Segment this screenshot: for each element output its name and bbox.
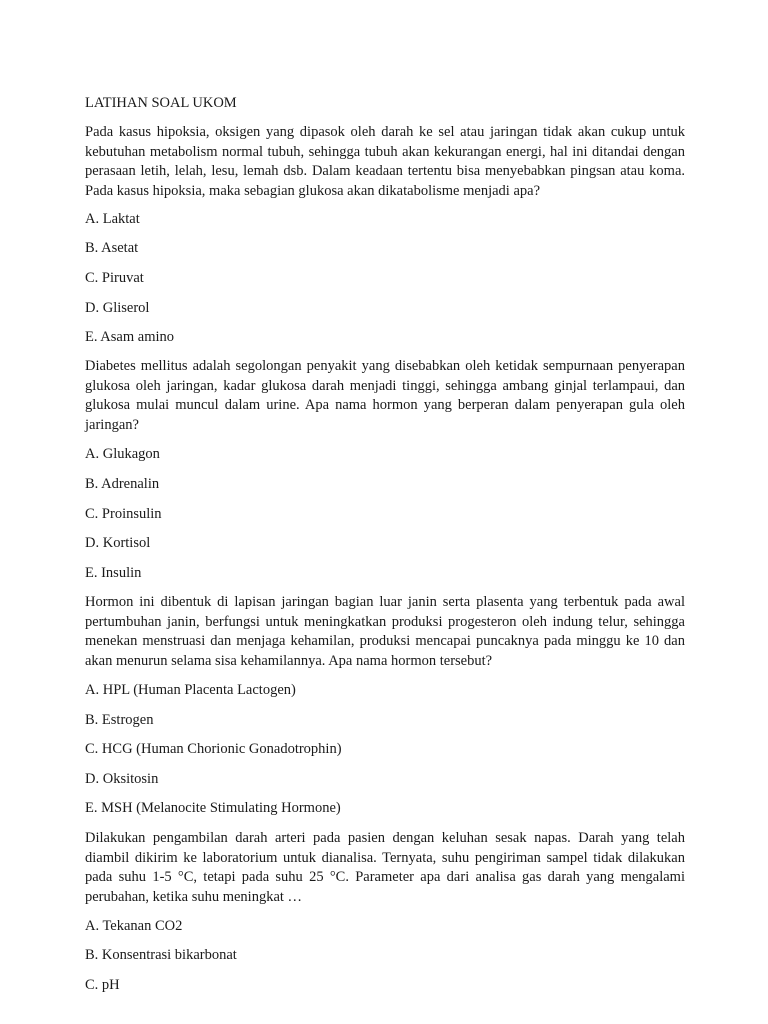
question-1-option-c: C. Piruvat: [85, 270, 144, 286]
question-4-option-c: C. pH: [85, 977, 120, 993]
question-4-option-a: A. Tekanan CO2: [85, 918, 183, 934]
question-1-option-b: B. Asetat: [85, 240, 139, 256]
question-3-option-a: A. HPL (Human Placenta Lactogen): [85, 682, 296, 698]
question-3-option-d: D. Oksitosin: [85, 771, 159, 787]
question-2-text: Diabetes mellitus adalah segolongan penyakit yang disebabkan oleh ketidak sempurnaan penyerapan glukosa oleh jaringan, kadar glukosa darah menjadi tinggi, sehingga ambang ginjal terlampaui, dan glukosa mulai muncul dalam urine. Apa nama hormon yang berperan dalam penyerapan gula oleh jaringan?: [85, 358, 685, 433]
question-4-option-b: B. Konsentrasi bikarbonat: [85, 947, 237, 963]
question-3-option-c: C. HCG (Human Chorionic Gonadotrophin): [85, 741, 342, 757]
question-1-text: Pada kasus hipoksia, oksigen yang dipasok oleh darah ke sel atau jaringan tidak akan cukup untuk kebutuhan metabolism normal tubuh, sehingga tubuh akan kekurangan energi, hal ini ditandai dengan perasaan letih, lelah, lesu, lemah dsb. Dalam keadaan tertentu bisa menyebabkan pingsan atau koma. Pada kasus hipoksia, maka sebagian glukosa akan dikatabolisme menjadi apa?: [85, 124, 685, 199]
question-3-text: Hormon ini dibentuk di lapisan jaringan bagian luar janin serta plasenta yang terbentuk pada awal pertumbuhan janin, berfungsi untuk meningkatkan produksi progesteron oleh indung telur, sehingga menekan menstruasi dan menjaga kehamilan, produksi mencapai puncaknya pada minggu ke 10 dan akan menurun selama sisa kehamilannya. Apa nama hormon tersebut?: [85, 594, 685, 669]
question-2-option-b: B. Adrenalin: [85, 476, 160, 492]
question-2-option-e: E. Insulin: [85, 565, 142, 581]
question-2-option-d: D. Kortisol: [85, 535, 151, 551]
question-2-option-c: C. Proinsulin: [85, 506, 162, 522]
question-1-option-e: E. Asam amino: [85, 329, 175, 345]
question-1-option-d: D. Gliserol: [85, 300, 150, 316]
question-1-option-a: A. Laktat: [85, 211, 140, 227]
question-4-text: Dilakukan pengambilan darah arteri pada pasien dengan keluhan sesak napas. Darah yang telah diambil dikirim ke laboratorium untuk dianalisa. Ternyata, suhu pengiriman sampel tidak dilakukan pada suhu 1-5 °C, tetapi pada suhu 25 °C. Parameter apa dari analisa gas darah yang mengalami perubahan, ketika suhu meningkat …: [85, 830, 685, 905]
question-3-option-e: E. MSH (Melanocite Stimulating Hormone): [85, 800, 341, 816]
document-title: LATIHAN SOAL UKOM: [85, 95, 237, 111]
question-2-option-a: A. Glukagon: [85, 446, 160, 462]
question-3-option-b: B. Estrogen: [85, 712, 154, 728]
